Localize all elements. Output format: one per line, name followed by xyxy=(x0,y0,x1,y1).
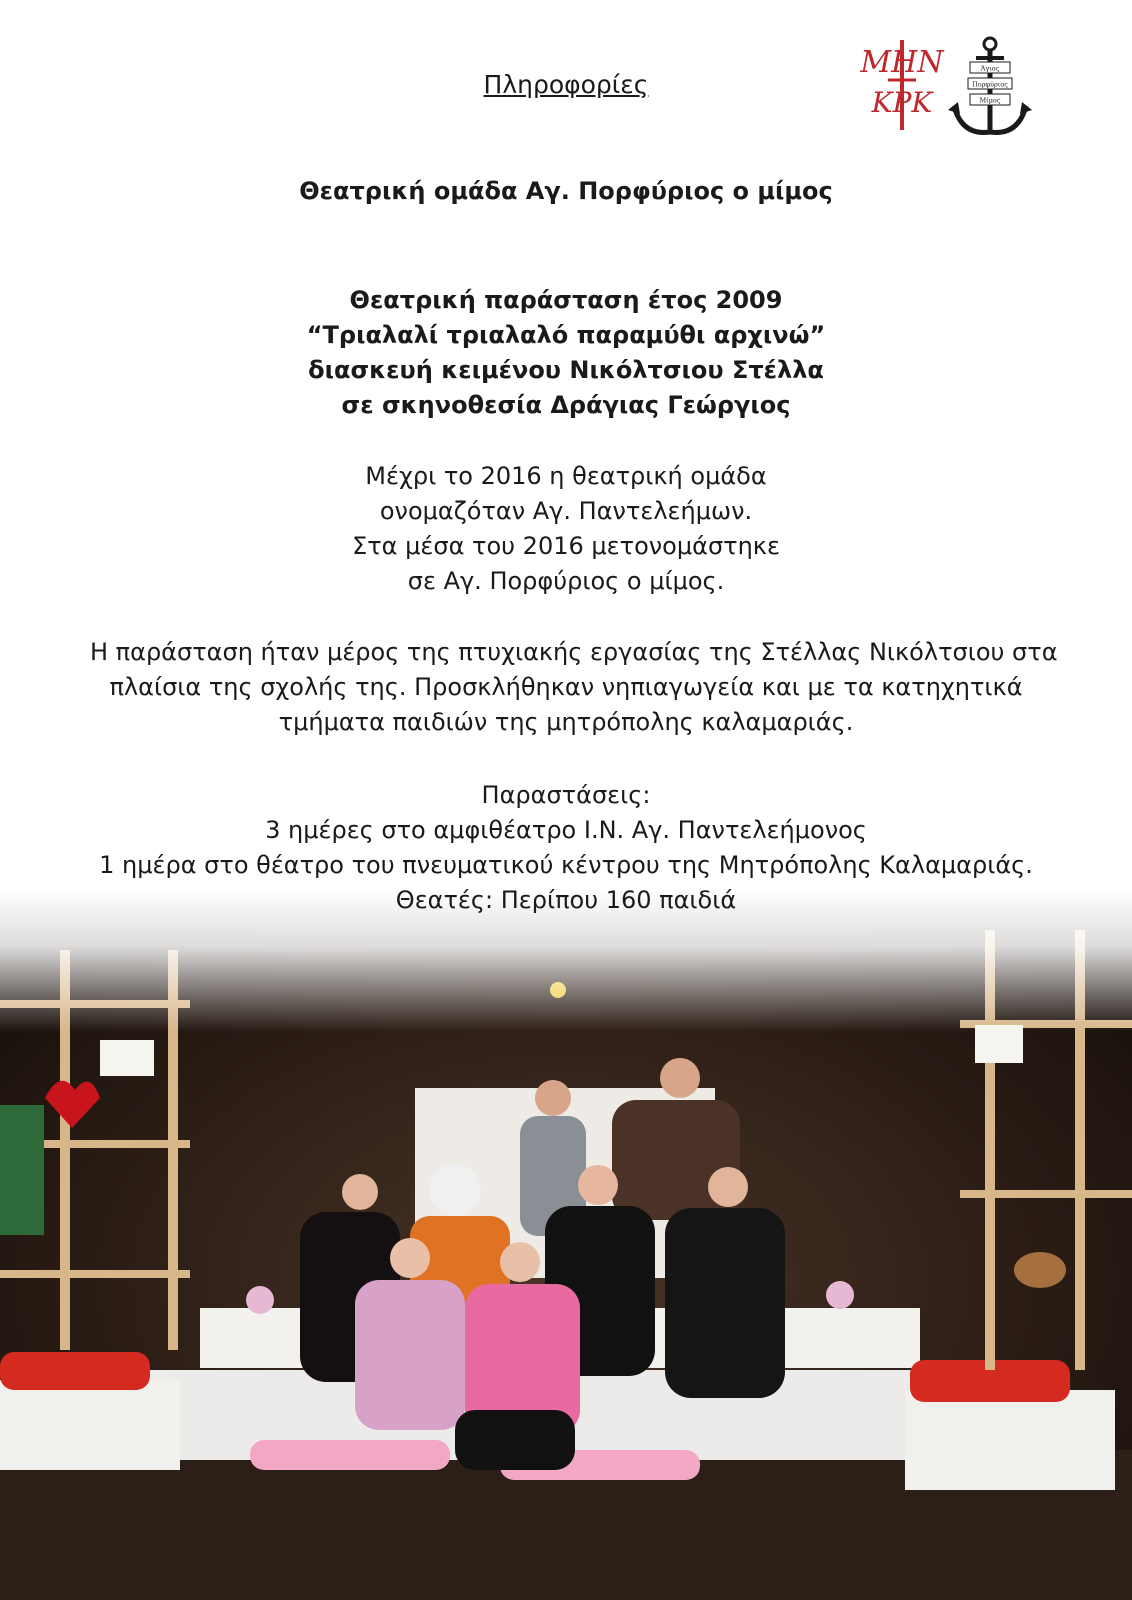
rename-line: Μέχρι το 2016 η θεατρική ομάδα xyxy=(365,462,767,490)
show-line: Θεατρική παράσταση έτος 2009 xyxy=(349,286,783,314)
monogram-top-text: ΜΗΝ xyxy=(860,45,944,80)
description-line: Η παράσταση ήταν μέρος της πτυχιακής εργασίας της Στέλλας Νικόλτσιου στα xyxy=(90,638,1058,666)
anchor-banner-3: Μίμος xyxy=(979,96,1001,105)
performances-line: 3 ημέρες στο αμφιθέατρο Ι.Ν. Αγ. Παντελεήμονος xyxy=(265,816,867,844)
page-title: Πληροφορίες xyxy=(483,70,649,99)
show-line: σε σκηνοθεσία Δράγιας Γεώργιος xyxy=(341,391,791,419)
anchor-banner-1: Άγιος xyxy=(980,64,1000,73)
group-name: Θεατρική ομάδα Αγ. Πορφύριος ο μίμος xyxy=(299,177,833,205)
performances xyxy=(0,778,1132,918)
rename-line: Στα μέσα του 2016 μετονομάστηκε xyxy=(352,532,780,560)
description-line: τμήματα παιδιών της μητρόπολης καλαμαριάς. xyxy=(278,708,854,736)
show-info xyxy=(0,283,1132,423)
description xyxy=(90,635,1058,740)
description-line: πλαίσια της σχολής της. Προσκλήθηκαν νηπιαγωγεία και με τα κατηχητικά xyxy=(109,673,1023,701)
stage-photo xyxy=(0,890,1132,1600)
monogram-bottom-text: ΚΡΚ xyxy=(871,86,933,119)
rename-info xyxy=(0,459,1132,599)
show-line: “Τριαλαλί τριαλαλό παραμύθι αρχινώ” xyxy=(306,321,826,349)
stage-photo-graphic xyxy=(0,890,1132,1600)
performances-line: 1 ημέρα στο θέατρο του πνευματικού κέντρου της Μητρόπολης Καλαμαριάς. xyxy=(99,851,1033,879)
performances-heading: Παραστάσεις: xyxy=(481,781,651,809)
rename-line: σε Αγ. Πορφύριος ο μίμος. xyxy=(407,567,725,595)
show-line: διασκευή κειμένου Νικόλτσιου Στέλλα xyxy=(308,356,824,384)
anchor-banner-2: Πορφύριος xyxy=(972,80,1008,89)
rename-line: ονομαζόταν Αγ. Παντελεήμων. xyxy=(379,497,753,525)
performances-line: Θεατές: Περίπου 160 παιδιά xyxy=(395,886,737,914)
